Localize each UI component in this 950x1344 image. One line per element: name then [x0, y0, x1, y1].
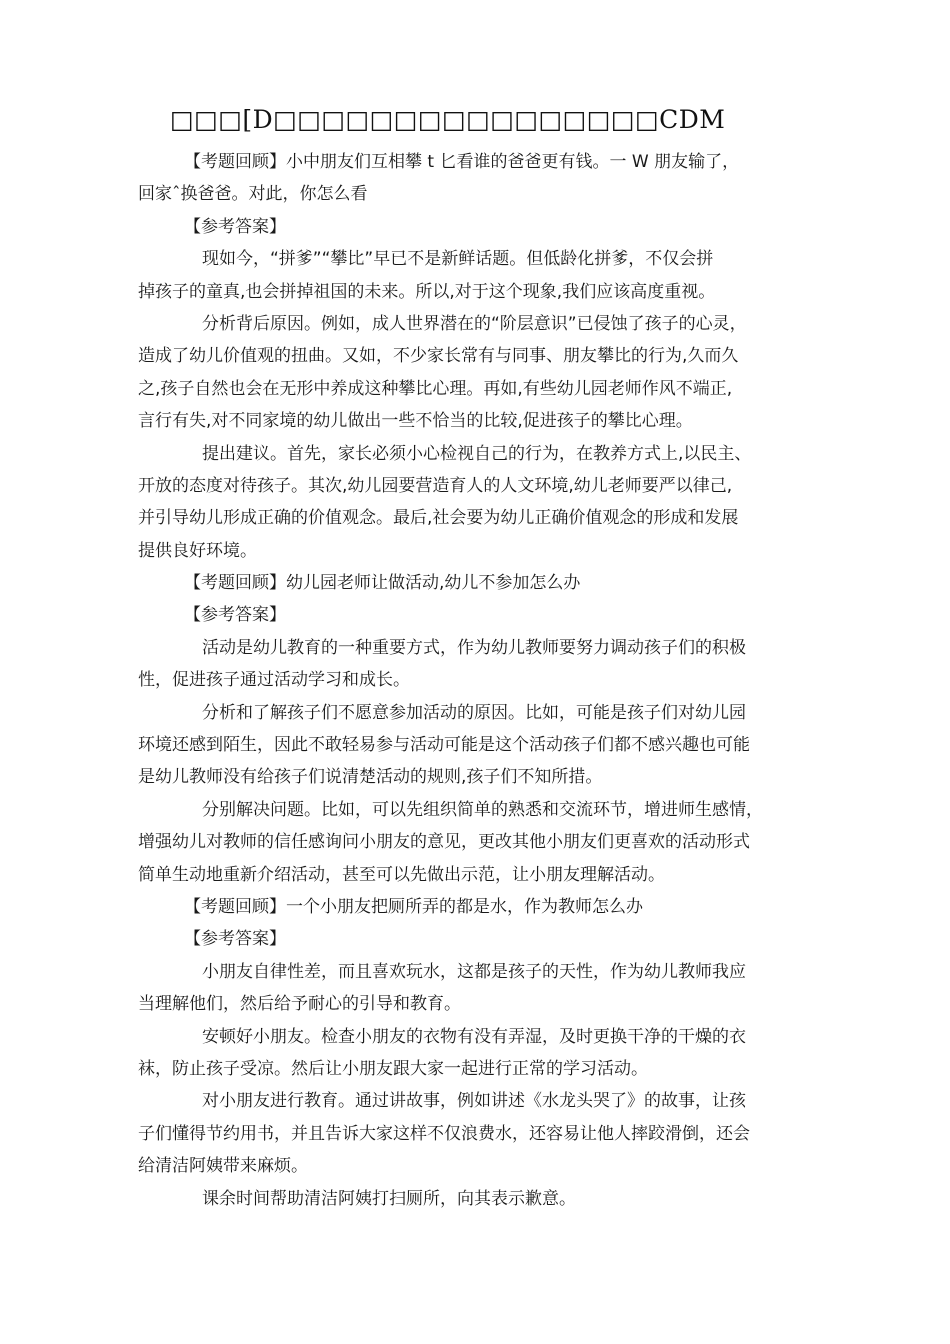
answer-heading: 【参考答案】	[184, 216, 286, 237]
paragraph-line: 对小朋友进行教育。通过讲故事，例如讲述《水龙头哭了》的故事，让孩	[202, 1091, 746, 1112]
paragraph-line: 小朋友自律性差，而且喜欢玩水，这都是孩子的天性，作为幼儿教师我应	[202, 961, 746, 982]
paragraph-line: 言行有失,对不同家境的幼儿做出一些不恰当的比较,促进孩子的攀比心理。	[138, 411, 693, 432]
paragraph-line: 当理解他们，然后给予耐心的引导和教育。	[138, 994, 461, 1015]
paragraph-line: 环境还感到陌生，因此不敢轻易参与活动可能是这个活动孩子们都不感兴趣也可能	[138, 735, 750, 756]
paragraph-line: 分析和了解孩子们不愿意参加活动的原因。比如，可能是孩子们对幼儿园	[202, 702, 746, 723]
paragraph-line: 掉孩子的童真,也会拼掉祖国的未来。所以,对于这个现象,我们应该高度重视。	[138, 281, 716, 302]
paragraph-line: 子们懂得节约用书，并且告诉大家这样不仅浪费水，还容易让他人摔跤滑倒，还会	[138, 1123, 750, 1144]
paragraph-line: 分别解决问题。比如，可以先组织简单的熟悉和交流环节，增进师生感情，	[202, 799, 763, 820]
paragraph-line: 造成了幼儿价值观的扭曲。又如，不少家长常有与同事、朋友攀比的行为,久而久	[138, 346, 739, 367]
paragraph-line: 回家ˆ换爸爸。对此，你怎么看	[138, 184, 368, 205]
question-line: 【考题回顾】一个小朋友把厕所弄的都是水，作为教师怎么办	[184, 896, 643, 917]
paragraph-line: 课余时间帮助清洁阿姨打扫厕所，向其表示歉意。	[202, 1188, 576, 1209]
document-body	[138, 146, 803, 1215]
paragraph-line: 分析背后原因。例如，成人世界潜在的“阶层意识”已侵蚀了孩子的心灵，	[202, 313, 747, 334]
paragraph-line: 简单生动地重新介绍活动，甚至可以先做出示范，让小朋友理解活动。	[138, 864, 665, 885]
paragraph-line: 给清洁阿姨带来麻烦。	[138, 1156, 308, 1177]
paragraph-line: 活动是幼儿教育的一种重要方式，作为幼儿教师要努力调动孩子们的积极	[202, 637, 746, 658]
paragraph-line: 增强幼儿对教师的信任感询问小朋友的意见，更改其他小朋友们更喜欢的活动形式	[138, 832, 750, 853]
answer-heading: 【参考答案】	[184, 605, 286, 626]
paragraph-line: 之,孩子自然也会在无形中养成这种攀比心理。再如,有些幼儿园老师作风不端正,	[138, 378, 733, 399]
paragraph-line: 提供良好环境。	[138, 540, 257, 561]
paragraph-line: 安顿好小朋友。检查小朋友的衣物有没有弄湿，及时更换干净的干燥的衣	[202, 1026, 746, 1047]
answer-heading: 【参考答案】	[184, 929, 286, 950]
paragraph-line: 提出建议。首先，家长必须小心检视自己的行为，在教养方式上,以民主、	[202, 443, 752, 464]
paragraph-line: 是幼儿教师没有给孩子们说清楚活动的规则,孩子们不知所措。	[138, 767, 603, 788]
question-line: 【考题回顾】小中朋友们互相攀 t 匕看谁的爸爸更有钱。一 W 朋友输了，	[184, 152, 740, 172]
paragraph-line: 袜，防止孩子受凉。然后让小朋友跟大家一起进行正常的学习活动。	[138, 1058, 648, 1079]
paragraph-line: 开放的态度对待孩子。其次,幼儿园要营造育人的人文环境,幼儿老师要严以律己,	[138, 475, 733, 496]
paragraph-line: 性，促进孩子通过活动学习和成长。	[138, 670, 410, 691]
paragraph-line: 现如今，“拼爹”“攀比”早已不是新鲜话题。但低龄化拼爹，不仅会拼	[202, 249, 714, 270]
document-title: □□□[D□□□□□□□□□□□□□□□□CDM	[170, 105, 726, 134]
question-line: 【考题回顾】幼儿园老师让做活动,幼儿不参加怎么办	[184, 573, 581, 594]
paragraph-line: 并引导幼儿形成正确的价值观念。最后,社会要为幼儿正确价值观念的形成和发展	[138, 508, 739, 529]
